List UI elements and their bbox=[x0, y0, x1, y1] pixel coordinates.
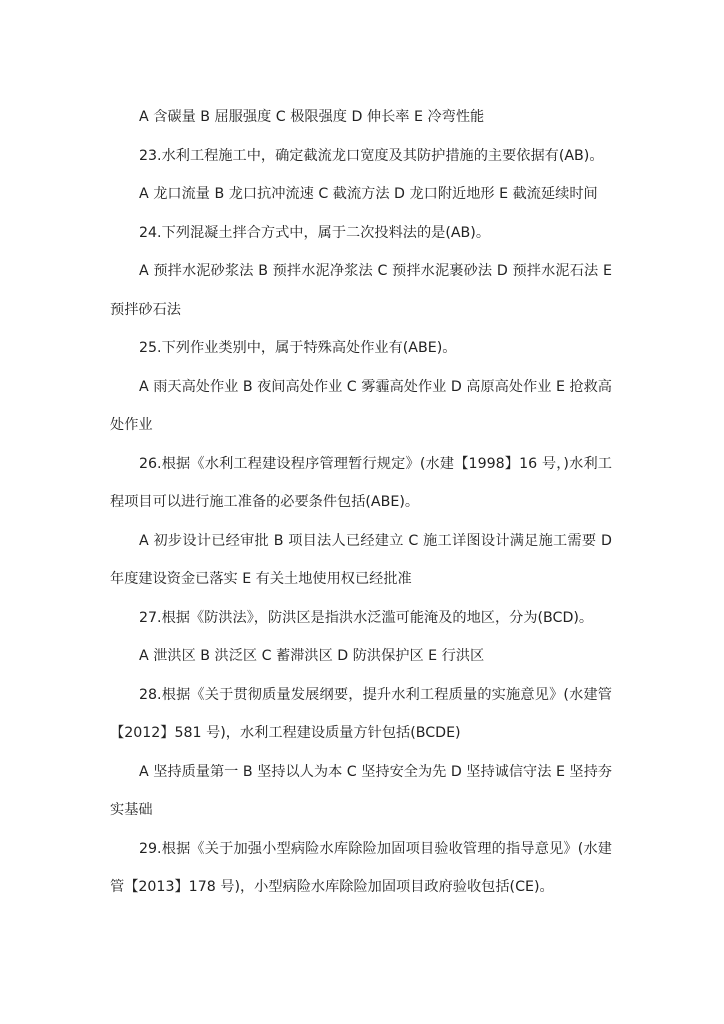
question-23: 23.水利工程施工中，确定截流龙口宽度及其防护措施的主要依据有(AB)。 bbox=[139, 147, 604, 164]
question-28: 28.根据《关于贯彻质量发展纲要，提升水利工程质量的实施意见》(水建管【2012】581 号)，水利工程建设质量方针包括(BCDE) bbox=[110, 686, 612, 741]
options-23: A 龙口流量 B 龙口抗冲流速 C 截流方法 D 龙口附近地形 E 截流延续时间 bbox=[139, 186, 598, 202]
question-24: 24.下列混凝土拌合方式中，属于二次投料法的是(AB)。 bbox=[139, 224, 491, 241]
options-28: A 坚持质量第一 B 坚持以人为本 C 坚持安全为先 D 坚持诚信守法 E 坚持夯实基础 bbox=[110, 763, 612, 818]
question-25: 25.下列作业类别中，属于特殊高处作业有(ABE)。 bbox=[139, 340, 457, 356]
options-25: A 雨天高处作业 B 夜间高处作业 C 雾霾高处作业 D 高原高处作业 E 抢救高处作业 bbox=[110, 378, 612, 433]
options-24: A 预拌水泥砂浆法 B 预拌水泥净浆法 C 预拌水泥裹砂法 D 预拌水泥石法 E 预拌砂石法 bbox=[110, 263, 612, 318]
options-26: A 初步设计已经审批 B 项目法人已经建立 C 施工详图设计满足施工需要 D 年度建设资金已落实 E 有关土地使用权已经批准 bbox=[110, 532, 612, 587]
options-27: A 泄洪区 B 洪泛区 C 蓄滞洪区 D 防洪保护区 E 行洪区 bbox=[139, 648, 485, 664]
question-29: 29.根据《关于加强小型病险水库除险加固项目验收管理的指导意见》(水建管【2013】178 号)，小型病险水库除险加固项目政府验收包括(CE)。 bbox=[110, 840, 612, 895]
question-26: 26.根据《水利工程建设程序管理暂行规定》(水建【1998】16 号，)水利工程项目可以进行施工准备的必要条件包括(ABE)。 bbox=[110, 455, 612, 510]
document-body bbox=[110, 98, 612, 907]
options-paragraph: A 含碳量 B 屈服强度 C 极限强度 D 伸长率 E 冷弯性能 bbox=[139, 109, 485, 125]
question-27: 27.根据《防洪法》，防洪区是指洪水泛滥可能淹及的地区，分为(BCD)。 bbox=[139, 609, 594, 626]
